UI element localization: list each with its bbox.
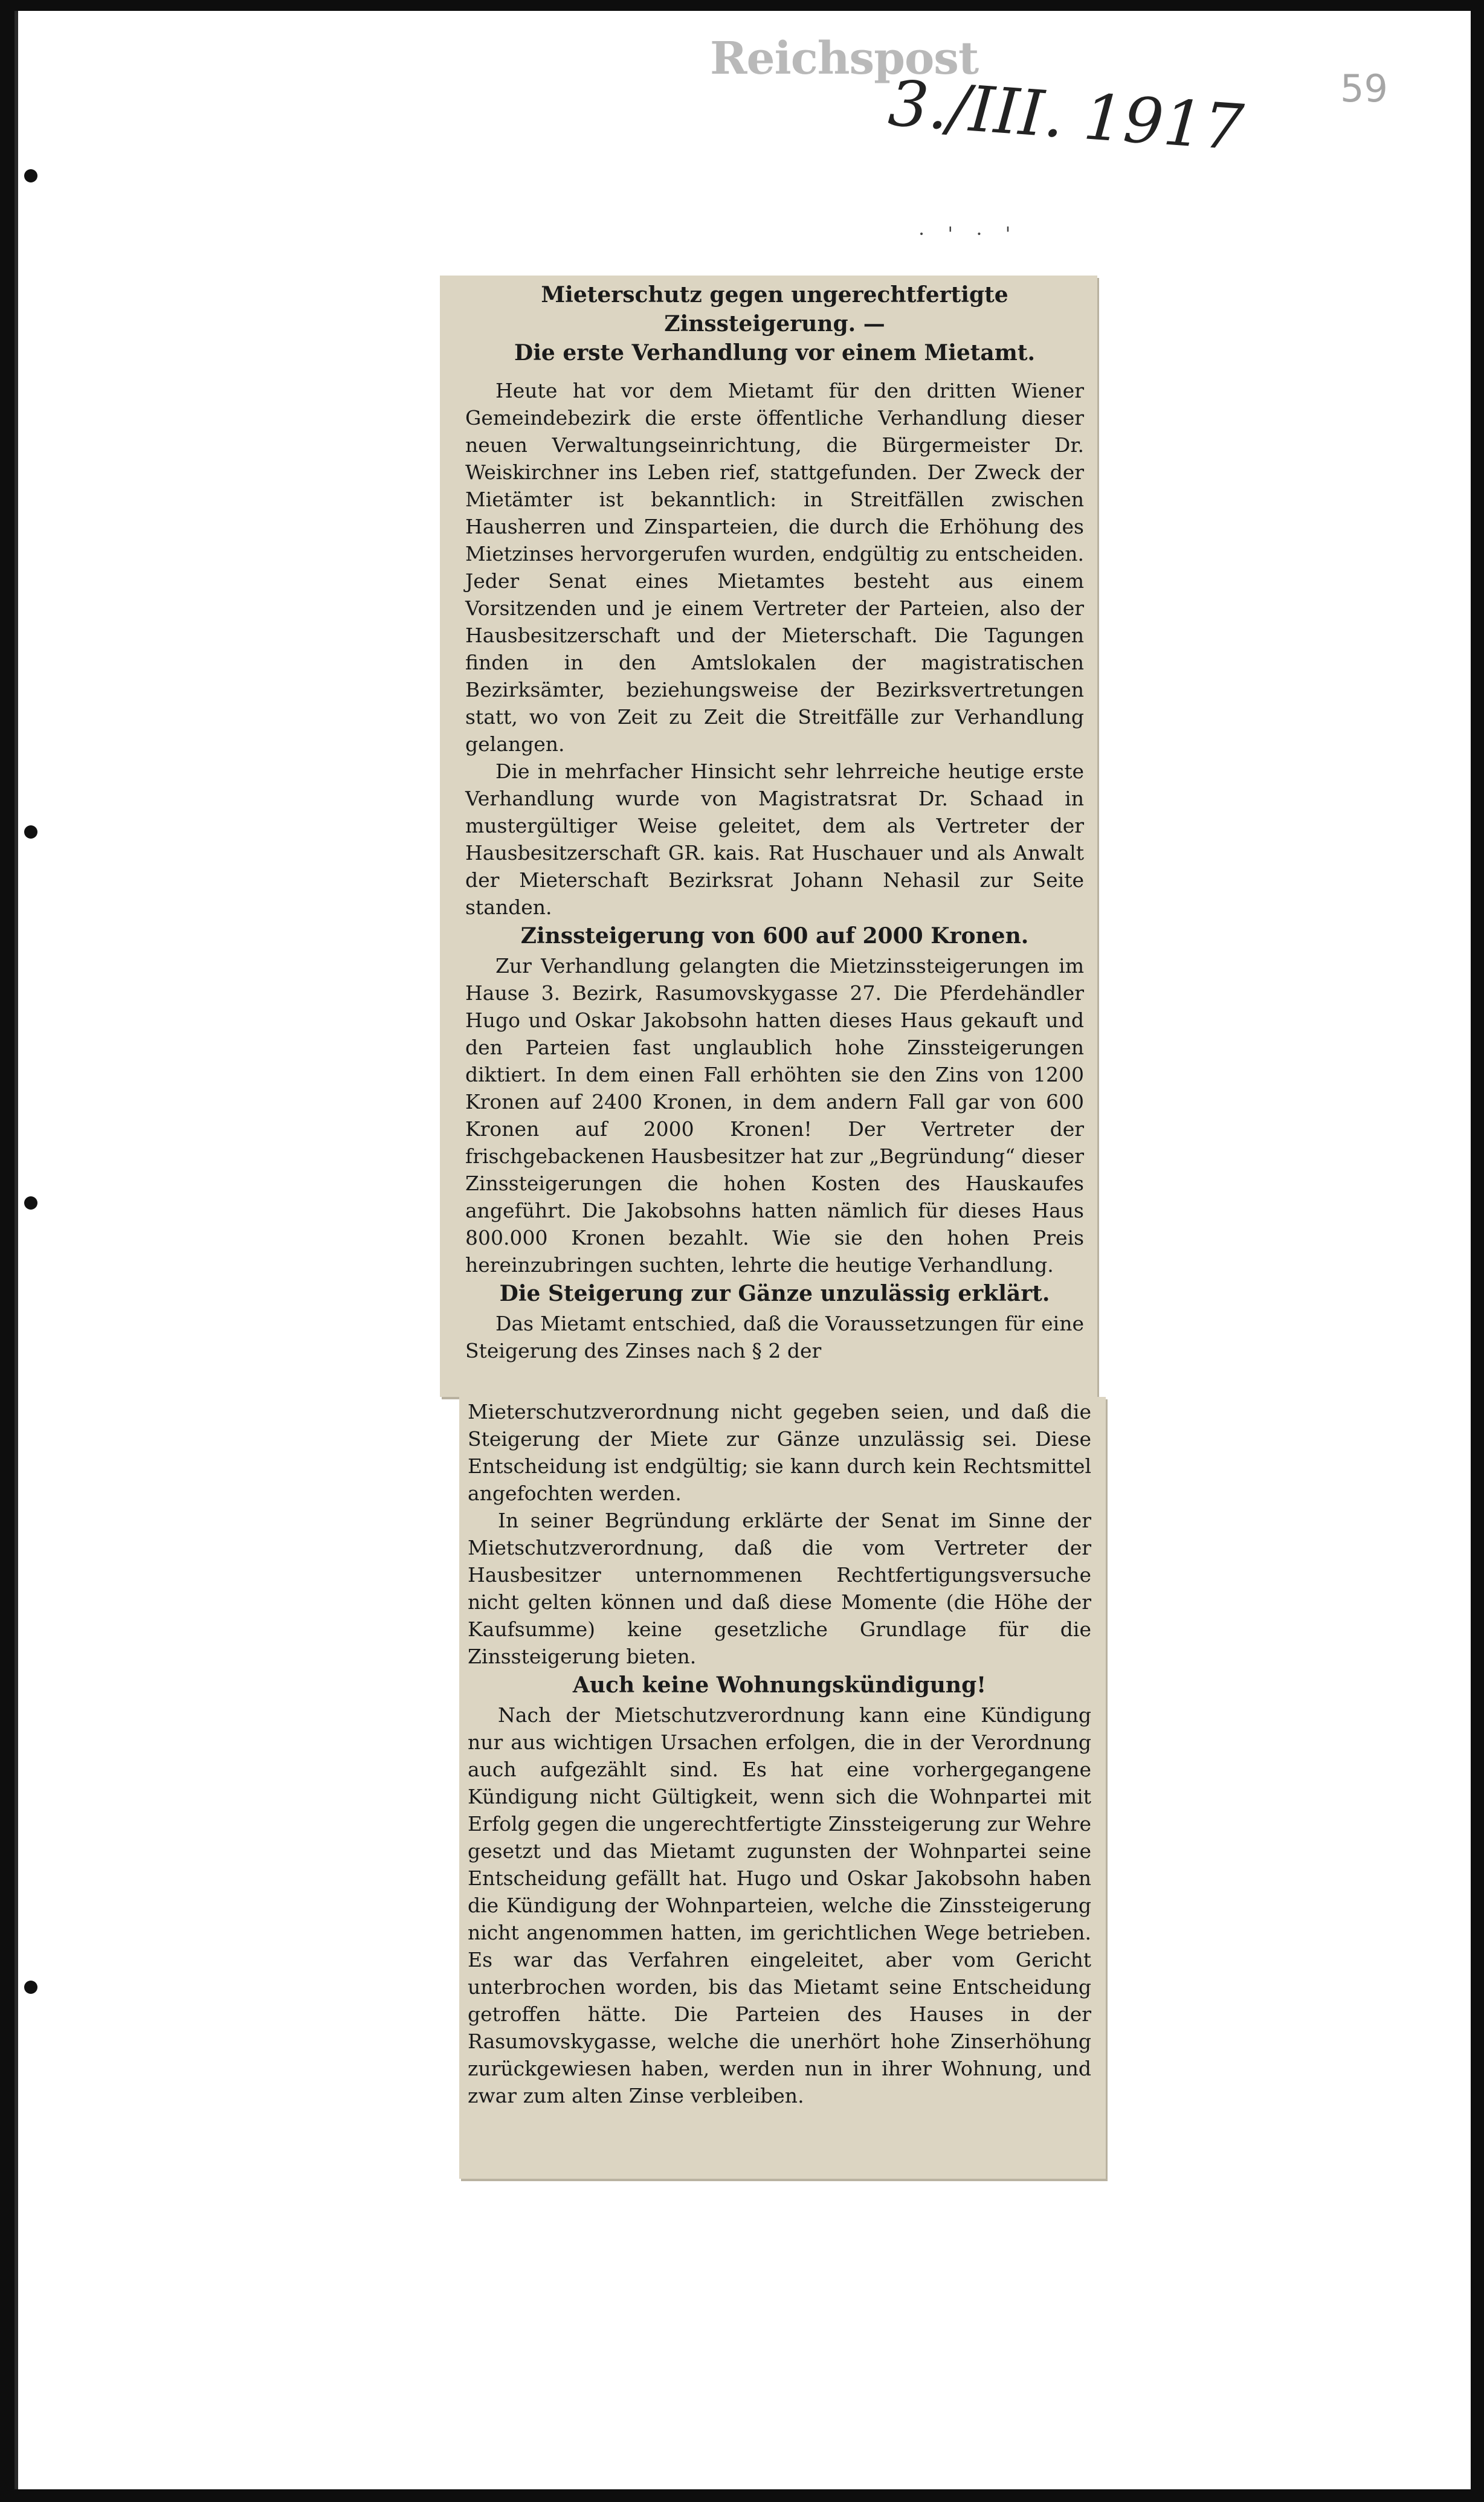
archive-sheet bbox=[15, 11, 1471, 2489]
article-paragraph: In seiner Begründung erklärte der Senat im Sinne der Mietschutzverordnung, daß die vom Vertreter der Hausbesitzer unternommenen Rechtfertigungsversuche nicht gelten können und daß diese Momente (die Höhe der Kaufsumme) keine gesetzliche Grundlage für die Zinssteigerung bieten. bbox=[468, 1509, 1091, 1668]
page-number: 59 bbox=[1340, 66, 1388, 111]
newspaper-stamp: Reichspost bbox=[710, 33, 979, 85]
article-paragraph: Heute hat vor dem Mietamt für den dritten Wiener Gemeindebezirk die erste öffentliche Verhandlung dieser neuen Verwaltungseinrichtung, die Bürgermeister Dr. Weiskirchner ins Leben rief, stattgefunden. Der Zweck der Mietämter ist bekanntlich: in Streitfällen zwischen Hausherren und Zinsparteien, die durch die Erhöhung des Mietzinses hervorgerufen wurden, endgültig zu entscheiden. Jeder Senat eines Mietamtes besteht aus einem Vorsitzenden und je einem Vertreter der Parteien, also der Hausbesitzerschaft und der Mieterschaft. Die Tagungen finden in den Amtslokalen der magistratischen Bezirksämter, beziehungsweise der Bezirksvertretungen statt, wo von Zeit zu Zeit die Streitfälle zur Verhandlung gelangen. bbox=[465, 379, 1084, 756]
pencil-marks: · ' · ' bbox=[918, 222, 1019, 245]
headline-subtitle: Die erste Verhandlung vor einem Mietamt. bbox=[514, 340, 1035, 366]
punch-hole-mark bbox=[24, 1196, 37, 1210]
newspaper-clipping-part-2 bbox=[459, 1397, 1106, 2179]
handwritten-date: 3./III. 1917 bbox=[886, 66, 1246, 165]
headline: Mieterschutz gegen ungerechtfertigte Zinssteigerung. — bbox=[541, 282, 1008, 337]
section-heading: Zinssteigerung von 600 auf 2000 Kronen. bbox=[520, 923, 1029, 949]
article-paragraph: Zur Verhandlung gelangten die Mietzinssteigerungen im Hause 3. Bezirk, Rasumovskygasse 27. Die Pferdehändler Hugo und Oskar Jakobsohn hatten dieses Haus gekauft und den Parteien fast unglaublich hohe Zinssteigerungen diktiert. In dem einen Fall erhöhten sie den Zins von 1200 Kronen auf 2400 Kronen, in dem andern Fall gar von 600 Kronen auf 2000 Kronen! Der Vertreter der frischgebackenen Hausbesitzer hat zur „Begründung“ dieser Zinssteigerungen die hohen Kosten des Hauskaufes angeführt. Die Jakobsohns hatten nämlich für dieses Haus 800.000 Kronen bezahlt. Wie sie den hohen Preis hereinzubringen suchten, lehrte die heutige Verhandlung. bbox=[465, 954, 1084, 1277]
section-heading: Die Steigerung zur Gänze unzulässig erklärt. bbox=[499, 1281, 1050, 1306]
article-paragraph: Mieterschutzverordnung nicht gegeben seien, und daß die Steigerung der Miete zur Gänze unzulässig sei. Diese Entscheidung ist endgültig; sie kann durch kein Rechtsmittel angefochten werden. bbox=[468, 1400, 1091, 1505]
punch-hole-mark bbox=[24, 825, 37, 839]
article-paragraph: Das Mietamt entschied, daß die Voraussetzungen für eine Steigerung des Zinses nach § 2 der bbox=[465, 1312, 1084, 1362]
article-paragraph: Nach der Mietschutzverordnung kann eine Kündigung nur aus wichtigen Ursachen erfolgen, die in der Verordnung auch aufgezählt sind. Es hat eine vorhergegangene Kündigung nicht Gültigkeit, wenn sich die Wohnpartei mit Erfolg gegen die ungerechtfertigte Zinssteigerung zur Wehre gesetzt und das Mietamt zugunsten der Wohnpartei seine Entscheidung gefällt hat. Hugo und Oskar Jakobsohn haben die Kündigung der Wohnparteien, welche die Zinssteigerung nicht angenommen hatten, im gerichtlichen Wege betrieben. Es war das Verfahren eingeleitet, aber vom Gericht unterbrochen worden, bis das Mietamt seine Entscheidung getroffen hätte. Die Parteien des Hauses in der Rasumovskygasse, welche die unerhört hohe Zinserhöhung zurückgewiesen haben, werden nun in ihrer Wohnung, und zwar zum alten Zinse verbleiben. bbox=[468, 1703, 1091, 2107]
punch-hole-mark bbox=[24, 169, 37, 182]
punch-hole-mark bbox=[24, 1981, 37, 1994]
newspaper-clipping-part-1 bbox=[440, 276, 1097, 1397]
article-paragraph: Die in mehrfacher Hinsicht sehr lehrreiche heutige erste Verhandlung wurde von Magistratsrat Dr. Schaad in mustergültiger Weise geleitet, dem als Vertreter der Hausbesitzerschaft GR. kais. Rat Huschauer und als Anwalt der Mieterschaft Bezirksrat Johann Nehasil zur Seite standen. bbox=[465, 759, 1084, 919]
section-heading: Auch keine Wohnungskündigung! bbox=[572, 1672, 987, 1698]
